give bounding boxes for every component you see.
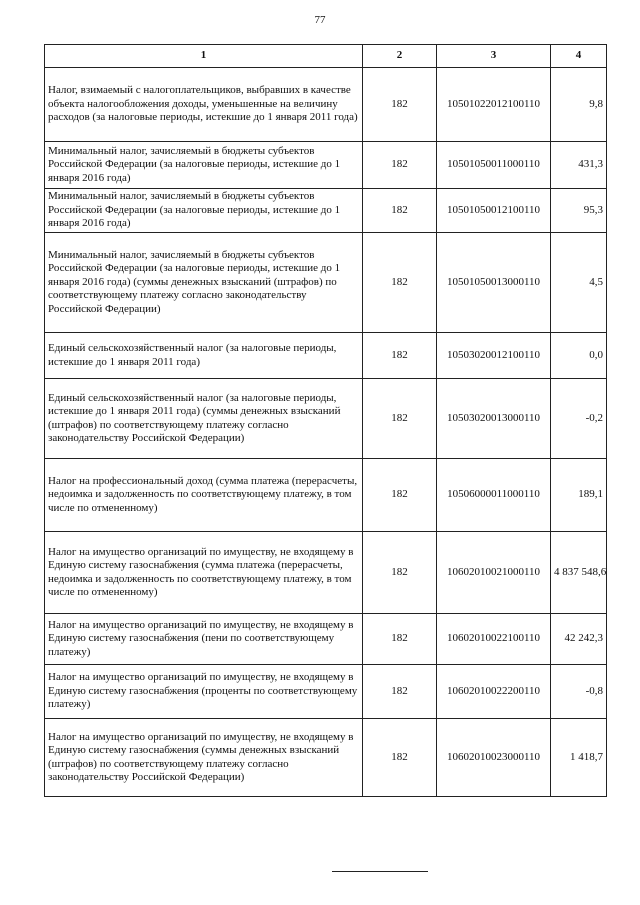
amount-cell: -0,8 [551, 665, 607, 719]
revenue-name-cell: Налог на имущество организаций по имуществу, не входящему в Единую систему газоснабжения (суммы денежных взысканий (штрафов) по соответствующему платежу согласно законодательству Российской Федерации) [45, 719, 363, 797]
column-header-2: 2 [363, 45, 437, 68]
table-row [45, 379, 607, 459]
budget-classification-code-cell: 10602010022200110 [437, 665, 551, 719]
budget-classification-code-cell: 10602010022100110 [437, 614, 551, 665]
administrator-code-cell: 182 [363, 719, 437, 797]
page-number: 77 [314, 14, 326, 26]
column-header-4: 4 [551, 45, 607, 68]
amount-cell: 0,0 [551, 333, 607, 379]
table-row [45, 189, 607, 233]
administrator-code-cell: 182 [363, 142, 437, 189]
administrator-code-cell: 182 [363, 379, 437, 459]
administrator-code-cell: 182 [363, 665, 437, 719]
table-header-row [45, 45, 607, 68]
budget-classification-code-cell: 10602010023000110 [437, 719, 551, 797]
amount-cell: 4,5 [551, 233, 607, 333]
administrator-code-cell: 182 [363, 68, 437, 142]
revenue-name-cell: Налог на профессиональный доход (сумма платежа (перерасчеты, недоимка и задолженность по соответствующему платежу, в том числе по отмененному) [45, 459, 363, 532]
revenue-name-cell: Налог, взимаемый с налогоплательщиков, выбравших в качестве объекта налогообложения доходы, уменьшенные на величину расходов (за налоговые периоды, истекшие до 1 января 2011 года) [45, 68, 363, 142]
budget-classification-code-cell: 10506000011000110 [437, 459, 551, 532]
column-header-3: 3 [437, 45, 551, 68]
amount-cell: 1 418,7 [551, 719, 607, 797]
amount-cell: 42 242,3 [551, 614, 607, 665]
revenue-name-cell: Единый сельскохозяйственный налог (за налоговые периоды, истекшие до 1 января 2011 года) [45, 333, 363, 379]
budget-classification-code-cell: 10501050011000110 [437, 142, 551, 189]
footer-divider [332, 871, 428, 872]
amount-cell: 189,1 [551, 459, 607, 532]
revenue-name-cell: Единый сельскохозяйственный налог (за налоговые периоды, истекшие до 1 января 2011 года) (суммы денежных взысканий (штрафов) по соответствующему платежу согласно законодательству Российской Федерации) [45, 379, 363, 459]
administrator-code-cell: 182 [363, 614, 437, 665]
amount-cell: 431,3 [551, 142, 607, 189]
table-row [45, 614, 607, 665]
amount-cell: 95,3 [551, 189, 607, 233]
administrator-code-cell: 182 [363, 333, 437, 379]
budget-classification-code-cell: 10503020012100110 [437, 333, 551, 379]
budget-classification-code-cell: 10602010021000110 [437, 532, 551, 614]
budget-classification-code-cell: 10501050012100110 [437, 189, 551, 233]
administrator-code-cell: 182 [363, 459, 437, 532]
table-row [45, 233, 607, 333]
budget-classification-code-cell: 10501022012100110 [437, 68, 551, 142]
administrator-code-cell: 182 [363, 233, 437, 333]
revenue-name-cell: Налог на имущество организаций по имуществу, не входящему в Единую систему газоснабжения (пени по соответствующему платежу) [45, 614, 363, 665]
amount-cell: -0,2 [551, 379, 607, 459]
budget-classification-code-cell: 10503020013000110 [437, 379, 551, 459]
revenue-name-cell: Налог на имущество организаций по имуществу, не входящему в Единую систему газоснабжения (сумма платежа (перерасчеты, недоимка и задолженность по соответствующему платежу, в том числе по отмененному) [45, 532, 363, 614]
administrator-code-cell: 182 [363, 532, 437, 614]
table-row [45, 459, 607, 532]
amount-cell: 4 837 548,6 [551, 532, 607, 614]
column-header-1: 1 [45, 45, 363, 68]
table-row [45, 719, 607, 797]
budget-classification-code-cell: 10501050013000110 [437, 233, 551, 333]
table-row [45, 68, 607, 142]
revenue-name-cell: Минимальный налог, зачисляемый в бюджеты субъектов Российской Федерации (за налоговые периоды, истекшие до 1 января 2016 года) [45, 142, 363, 189]
amount-cell: 9,8 [551, 68, 607, 142]
table-row [45, 665, 607, 719]
revenue-name-cell: Минимальный налог, зачисляемый в бюджеты субъектов Российской Федерации (за налоговые периоды, истекшие до 1 января 2016 года) [45, 189, 363, 233]
table-row [45, 142, 607, 189]
table-row [45, 532, 607, 614]
revenue-name-cell: Налог на имущество организаций по имуществу, не входящему в Единую систему газоснабжения (проценты по соответствующему платежу) [45, 665, 363, 719]
revenue-name-cell: Минимальный налог, зачисляемый в бюджеты субъектов Российской Федерации (за налоговые периоды, истекшие до 1 января 2016 года) (суммы денежных взысканий (штрафов) по соответствующему платежу согласно законодательству Российской Федерации) [45, 233, 363, 333]
table-row [45, 333, 607, 379]
administrator-code-cell: 182 [363, 189, 437, 233]
revenue-table [44, 44, 607, 797]
